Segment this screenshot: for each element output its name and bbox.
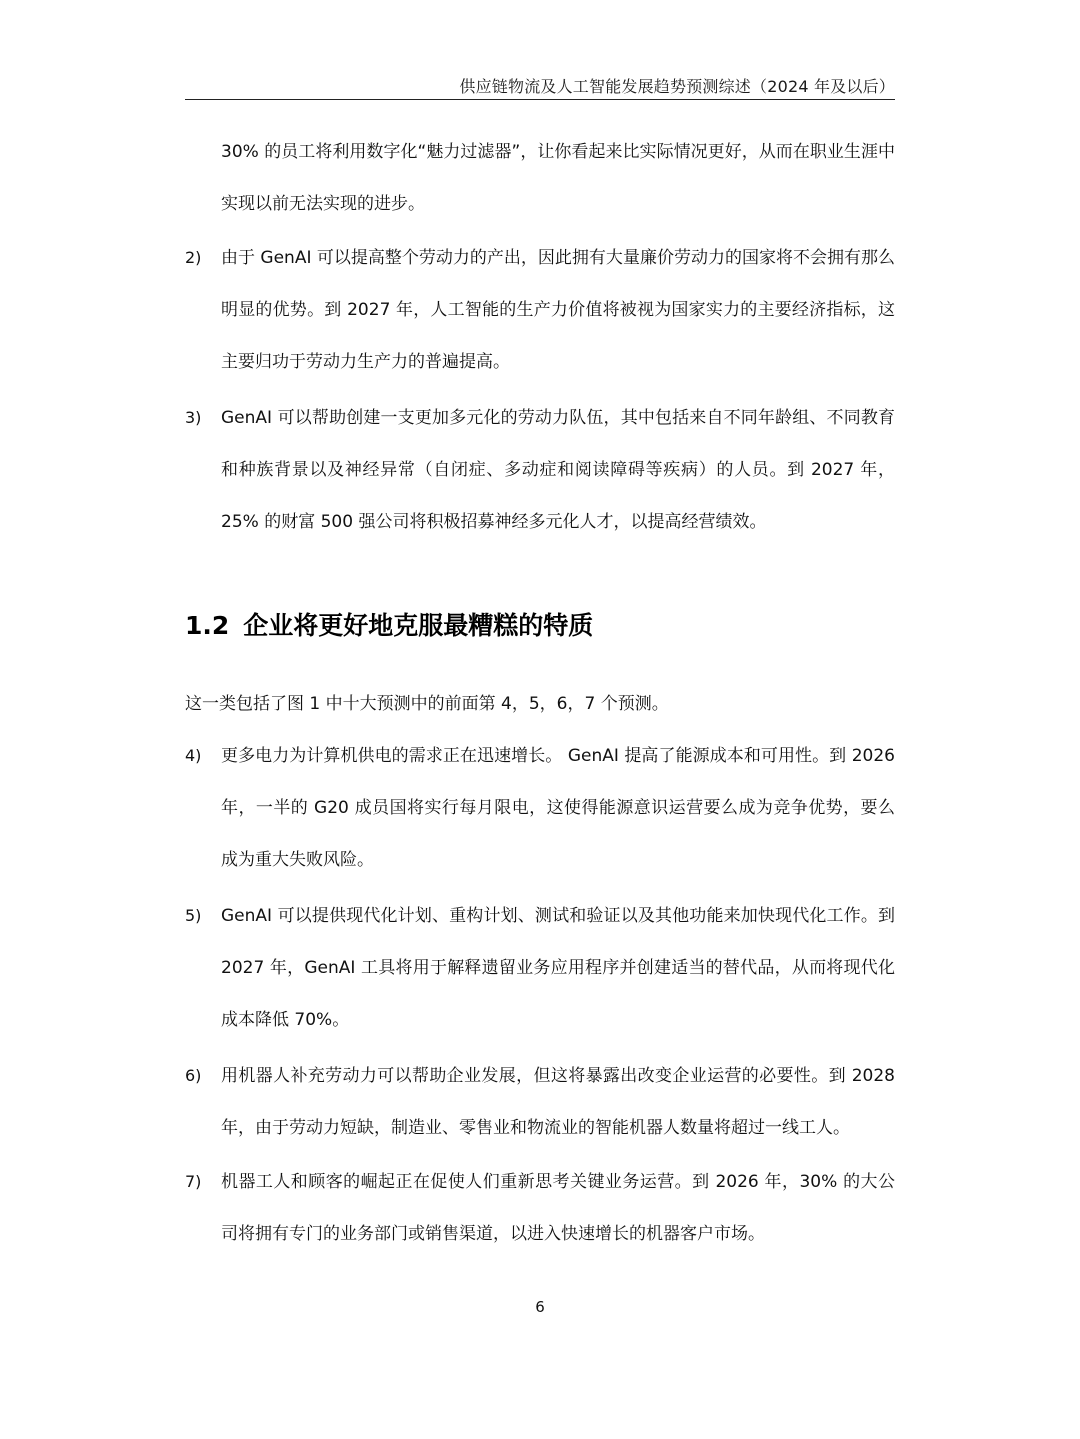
list-item-text: 由于 GenAI 可以提高整个劳动力的产出，因此拥有大量廉价劳动力的国家将不会拥有那么明显的优势。到 2027 年，人工智能的生产力价值将被视为国家实力的主要经济指标，这主要归功于劳动力生产力的普遍提高。 <box>221 248 895 372</box>
list-item-text: 用机器人补充劳动力可以帮助企业发展，但这将暴露出改变企业运营的必要性。到 2028 年，由于劳动力短缺，制造业、零售业和物流业的智能机器人数量将超过一线工人。 <box>221 1066 895 1138</box>
page-number: 6 <box>535 1298 545 1316</box>
list-item-text: 更多电力为计算机供电的需求正在迅速增长。 GenAI 提高了能源成本和可用性。到 2026 年，一半的 G20 成员国将实行每月限电，这使得能源意识运营要么成为竞争优势，要么成为重大失败风险。 <box>221 746 895 870</box>
list-item-number: 2) <box>185 248 202 267</box>
section-heading <box>185 606 593 646</box>
section-number: 1.2 <box>185 611 230 640</box>
list-item-number: 6) <box>185 1066 202 1085</box>
list-item-text: GenAI 可以提供现代化计划、重构计划、测试和验证以及其他功能来加快现代化工作。到 2027 年，GenAI 工具将用于解释遗留业务应用程序并创建适当的替代品，从而将现代化成本降低 70%。 <box>221 906 895 1030</box>
list-item-number: 7) <box>185 1172 202 1191</box>
running-header-title: 供应链物流及人工智能发展趋势预测综述（2024 年及以后） <box>459 77 895 96</box>
header-rule <box>185 99 895 100</box>
list-item-text: GenAI 可以帮助创建一支更加多元化的劳动力队伍，其中包括来自不同年龄组、不同教育和种族背景以及神经异常（自闭症、多动症和阅读障碍等疾病）的人员。到 2027 年，25% 的财富 500 强公司将积极招募神经多元化人才，以提高经营绩效。 <box>221 408 895 532</box>
list-item-number: 3) <box>185 408 202 427</box>
continuation-paragraph: 30% 的员工将利用数字化“魅力过滤器”，让你看起来比实际情况更好，从而在职业生涯中实现以前无法实现的进步。 <box>221 142 895 214</box>
section-intro: 这一类包括了图 1 中十大预测中的前面第 4，5，6，7 个预测。 <box>185 694 669 714</box>
list-item-number: 4) <box>185 746 202 765</box>
section-title: 企业将更好地克服最糟糕的特质 <box>243 611 594 640</box>
list-item-text: 机器工人和顾客的崛起正在促使人们重新思考关键业务运营。到 2026 年，30% 的大公司将拥有专门的业务部门或销售渠道，以进入快速增长的机器客户市场。 <box>221 1172 895 1244</box>
list-item-number: 5) <box>185 906 202 925</box>
